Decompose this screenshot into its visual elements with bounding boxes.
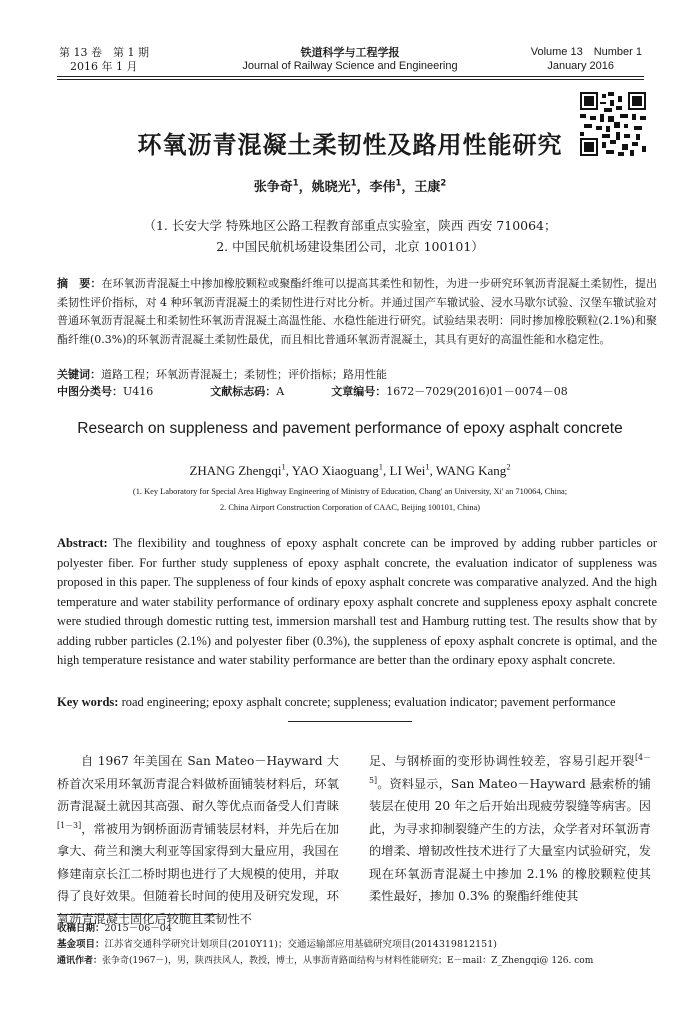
- section-divider: [288, 721, 412, 722]
- author-cn-1: 张争奇: [253, 180, 293, 195]
- author-en-3-affil: 1: [425, 461, 430, 472]
- author-en-1-affil: 1: [281, 461, 286, 472]
- corresponding-author-label: 通讯作者：: [57, 956, 103, 966]
- footnote-author: [57, 954, 593, 968]
- authors-en: [0, 463, 700, 479]
- paper-title-en: Research on suppleness and pavement performance of epoxy asphalt concrete: [77, 420, 623, 437]
- author-cn-4-affil: 2: [440, 177, 447, 188]
- footnote-received: [57, 922, 172, 936]
- keywords-en-label: Key words:: [57, 695, 119, 709]
- author-cn-4: ，王康: [401, 180, 441, 195]
- affiliation-cn-line1: （1. 长安大学 特殊地区公路工程教育部重点实验室，陕西 西安 710064；: [143, 218, 557, 233]
- clc-label: 中图分类号：: [57, 385, 123, 398]
- classification-line: [57, 384, 568, 400]
- qr-code-icon: [580, 92, 646, 156]
- citation-1-3: [1－3]: [57, 820, 82, 830]
- clc-value: U416: [123, 385, 154, 398]
- header-journal-en: Journal of Railway Science and Engineering: [242, 60, 458, 72]
- body-column-right: [369, 750, 651, 908]
- footnote-rule: [57, 914, 217, 915]
- abstract-en: [57, 534, 657, 671]
- body-left-text-2: ，常被用为钢桥面沥青铺装层材料，并先后在加拿大、荷兰和澳大利亚等国家得到大量应用，我国在修建南京长江二桥时期也进行了大规模的使用，并取得了良好效果。但随着长时间的使用及研究发现，环氧沥青混凝土固化后较脆且柔韧性不: [57, 821, 339, 926]
- header-rule-top: [57, 76, 644, 77]
- abstract-en-text: The flexibility and toughness of epoxy asphalt concrete can be improved by adding rubber particles or polyester fiber. For further study suppleness of epoxy asphalt concrete, the evaluation indicator of suppleness was proposed in this paper. The suppleness of four kinds of epoxy asphalt concrete was comparative analyzed. And the high temperature and water stability performance of ordinary epoxy asphalt concrete and suppleness epoxy asphalt concrete were studied through domestic rutting test, immersion marshall test and Hamburg rutting test. The results show that by adding rubber particles (2.1%) and polyester fiber (0.3%), the suppleness of epoxy asphalt concrete is optimal, and the high temperature resistance and water stability performance are better than the ordinary epoxy asphalt concrete.: [57, 536, 657, 667]
- body-column-left: [57, 750, 339, 930]
- abstract-cn: [57, 275, 657, 349]
- author-cn-3: ，李伟: [356, 180, 396, 195]
- affiliation-en-line1: (1. Key Laboratory for Special Area Highway Engineering of Ministry of Education, Chang' an University, Xi' an 710064, China;: [132, 487, 568, 496]
- paper-title-cn: 环氧沥青混凝土柔韧性及路用性能研究: [137, 131, 563, 159]
- author-cn-1-affil: 1: [292, 177, 299, 188]
- body-right-text-2: 。资料显示，San Mateo－Hayward 悬索桥的铺装层在使用 20 年之后开始出现疲劳裂缝等病害。因此，为寻求抑制裂缝产生的方法，众学者对环氧沥青的增柔、增韧改性技术进行了大量室内试验研究，发现在环氧沥青混凝土中掺加 2.1% 的橡胶颗粒使其柔性最好，掺加 0.3% 的聚酯纤维使其: [369, 776, 651, 903]
- author-en-2-affil: 1: [378, 461, 384, 472]
- keywords-en-text: road engineering; epoxy asphalt concrete; suppleness; evaluation indicator; pavement performance: [121, 695, 616, 709]
- footnote-fund: [57, 938, 497, 952]
- affiliation-en-line2: 2. China Airport Construction Corporation of CAAC, Beijing 100101, China): [219, 503, 481, 512]
- body-left-text-1: 自 1967 年美国在 San Mateo－Hayward 大桥首次采用环氧沥青混合料做桥面铺装材料后，环氧沥青混凝土就因其高强、耐久等优点而备受人们青睐: [57, 754, 339, 813]
- doc-code-label: 文献标志码：: [210, 385, 277, 398]
- article-number-label: 文章编号：: [331, 385, 387, 398]
- affiliation-cn-line2: 2. 中国民航机场建设集团公司，北京 100101）: [216, 239, 484, 254]
- keywords-cn-label: 关键词：: [57, 368, 101, 381]
- doc-code-value: A: [276, 385, 285, 398]
- header-date-cn: 2016 年 1 月: [70, 60, 138, 73]
- header-volume-cn: 第 13 卷 第 1 期: [59, 46, 149, 59]
- author-cn-2-affil: 1: [350, 177, 357, 188]
- citation-4-5: [4－5]: [369, 752, 651, 785]
- header-volume-en: Volume 13 Number 1: [530, 46, 642, 58]
- author-en-1: ZHANG Zhengqi: [189, 463, 282, 478]
- abstract-cn-text: 在环氧沥青混凝土中掺加橡胶颗粒或聚酯纤维可以提高其柔性和韧性，为进一步研究环氧沥青混凝土柔韧性，提出柔韧性评价指标，对 4 种环氧沥青混凝土的柔韧性进行对比分析。并通过国产车辙试验、浸水马歇尔试验、汉堡车辙试验对普通环氧沥青混凝土和柔韧性环氧沥青混凝土高温性能、水稳性能进行研究。试验结果表明：同时掺加橡胶颗粒(2.1%)和聚酯纤维(0.3%)的环氧沥青混凝土柔韧性最优，而且相比普通环氧沥青混凝土，其具有更好的高温性能和水稳定性。: [57, 277, 657, 346]
- author-en-3: , LI Wei: [383, 463, 426, 478]
- received-value: 2015－06－04: [104, 923, 172, 934]
- body-right-text-1: 足、与钢桥面的变形协调性较差，容易引起开裂: [369, 754, 635, 768]
- author-cn-3-affil: 1: [395, 177, 402, 188]
- author-en-4-affil: 2: [506, 461, 511, 472]
- author-en-2: , YAO Xiaoguang: [285, 463, 379, 478]
- author-cn-2: ，姚晓光: [298, 180, 351, 195]
- corresponding-author-value: 张争奇(1967－)，男，陕西扶风人，教授，博士，从事沥青路面结构与材料性能研究；E－mail：Z_Zhengqi@ 126. com: [102, 956, 594, 966]
- keywords-cn-text: 道路工程；环氧沥青混凝土；柔韧性；评价指标；路用性能: [101, 368, 387, 381]
- fund-value: 江苏省交通科学研究计划项目(2010Y11)；交通运输部应用基础研究项目(2014319812151): [104, 939, 497, 950]
- header-rule-bottom: [57, 79, 644, 80]
- abstract-cn-label: 摘 要：: [57, 277, 102, 290]
- received-label: 收稿日期：: [57, 923, 105, 934]
- header-date-en: January 2016: [547, 60, 614, 72]
- keywords-en: [57, 693, 657, 713]
- fund-label: 基金项目：: [57, 939, 105, 950]
- author-en-4: , WANG Kang: [429, 463, 507, 478]
- keywords-cn: [57, 367, 387, 383]
- authors-cn: [0, 176, 700, 195]
- abstract-en-label: Abstract:: [57, 536, 108, 550]
- header-journal-cn: 铁道科学与工程学报: [300, 46, 400, 59]
- article-number-value: 1672－7029(2016)01－0074－08: [386, 385, 568, 398]
